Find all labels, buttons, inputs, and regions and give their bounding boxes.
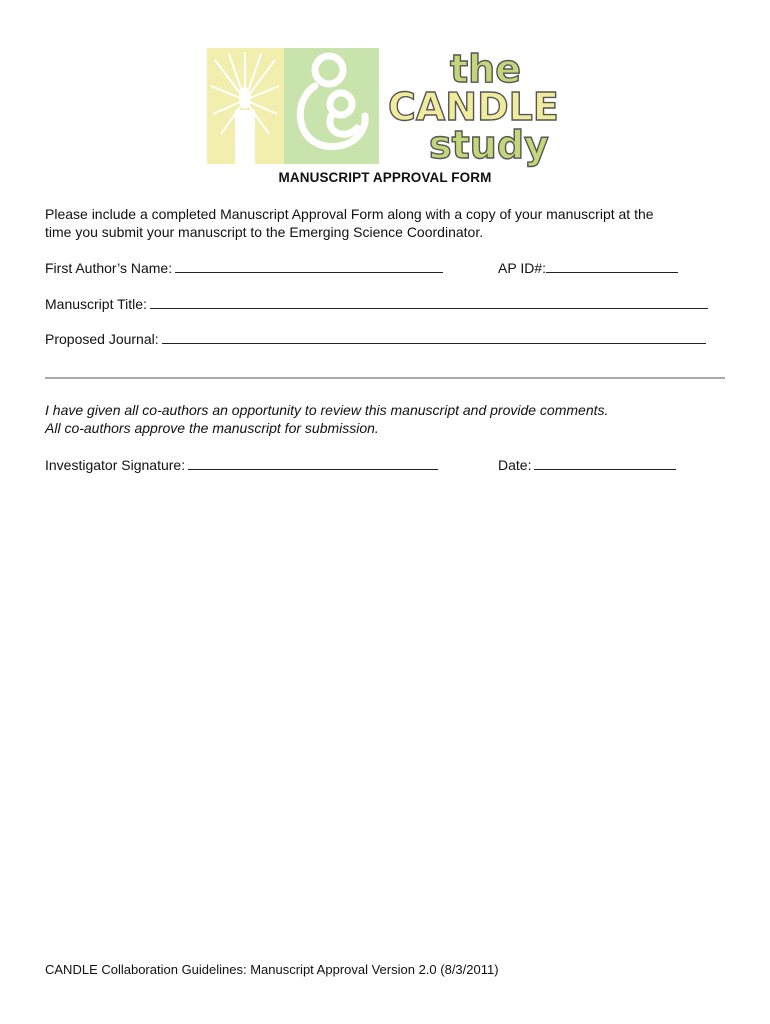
first-author-label: First Author’s Name:: [45, 260, 173, 276]
intro-line-2: time you submit your manuscript to the Emerging Science Coordinator.: [45, 224, 484, 240]
signature-label: Investigator Signature:: [45, 457, 186, 473]
footer-version: CANDLE Collaboration Guidelines: Manuscript Approval Version 2.0 (8/3/2011): [45, 962, 499, 977]
logo-word-candle: CANDLE: [388, 85, 559, 129]
ap-id-field[interactable]: [546, 258, 678, 273]
form-title: MANUSCRIPT APPROVAL FORM: [278, 170, 492, 185]
first-author-field[interactable]: [175, 258, 443, 273]
statement-line-1: I have given all co-authors an opportunity to review this manuscript and provide comments.: [45, 402, 609, 418]
manuscript-title-row: [45, 294, 708, 312]
intro-paragraph: [45, 205, 725, 241]
statement-line-2: All co-authors approve the manuscript for submission.: [45, 420, 379, 436]
date-field[interactable]: [534, 455, 676, 470]
signature-row: [45, 455, 438, 473]
manuscript-title-label: Manuscript Title:: [45, 296, 147, 312]
ap-id-label: AP ID#:: [498, 260, 546, 276]
signature-field[interactable]: [188, 455, 438, 470]
approval-statement: [45, 401, 608, 437]
first-author-row: [45, 258, 443, 276]
logo-word-study: study: [429, 123, 549, 167]
section-divider: [45, 377, 725, 379]
logo-wordmark: [388, 48, 559, 167]
proposed-journal-field[interactable]: [162, 329, 706, 344]
date-row: [498, 455, 676, 473]
intro-line-1: Please include a completed Manuscript Approval Form along with a copy of your manuscript at the: [45, 206, 654, 222]
ap-id-row: [498, 258, 678, 276]
manuscript-title-field[interactable]: [150, 294, 708, 309]
proposed-journal-row: [45, 329, 706, 347]
logo-word-the: the: [450, 48, 521, 91]
candle-study-logo: [207, 48, 559, 168]
proposed-journal-label: Proposed Journal:: [45, 331, 159, 347]
date-label: Date:: [498, 457, 532, 473]
